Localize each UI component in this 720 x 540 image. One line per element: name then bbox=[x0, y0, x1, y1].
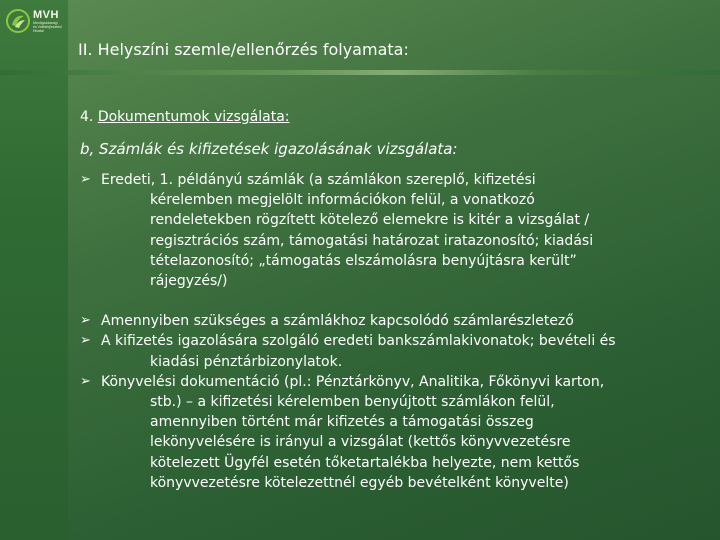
bullet-item bbox=[80, 170, 710, 291]
logo-title: MVH bbox=[33, 8, 59, 21]
header-light-strip bbox=[0, 70, 720, 75]
slide-title: II. Helyszíni szemle/ellenőrzés folyamata: bbox=[78, 40, 409, 59]
bullet-line: kiadási pénztárbizonylatok. bbox=[150, 353, 343, 370]
bullet-line: kötelezett Ügyfél esetén tőketartalékba helyezte, nem kettős bbox=[150, 454, 580, 471]
mvh-logo-mark-icon bbox=[5, 8, 31, 34]
section-heading-4 bbox=[80, 109, 290, 125]
logo-subtitle-line: és Vidékfejlesztési bbox=[33, 24, 62, 29]
bullet-line: könyvvezetésre kötelezettnél egyéb bevételként könyvelte) bbox=[150, 474, 569, 491]
logo-subtitle-line: Mezőgazdasági bbox=[33, 20, 58, 25]
arrowhead-bullet-icon: ➢ bbox=[80, 333, 91, 349]
bullet-line: rendeletekben rögzített kötelező elemekre is kitér a vizsgálat / bbox=[150, 212, 590, 229]
arrowhead-bullet-icon: ➢ bbox=[80, 313, 91, 329]
bullet-line: stb.) – a kifizetési kérelemben benyújtott számlákon felül, bbox=[150, 394, 555, 411]
bullet-item bbox=[80, 311, 710, 331]
bullet-line: rájegyzés/) bbox=[150, 273, 228, 290]
bullet-line: amennyiben történt már kifizetés a támogatási összeg bbox=[150, 414, 534, 431]
section-label: Dokumentumok vizsgálata: bbox=[97, 109, 290, 125]
arrowhead-bullet-icon: ➢ bbox=[80, 373, 91, 389]
bullet-list bbox=[80, 170, 710, 493]
bullet-item bbox=[80, 372, 710, 493]
bullet-line: regisztrációs szám, támogatási határozat iratazonosító; kiadási bbox=[150, 232, 594, 249]
bullet-line: A kifizetés igazolására szolgáló eredeti bankszámlakivonatok; bevételi és bbox=[101, 333, 616, 350]
arrowhead-bullet-icon: ➢ bbox=[80, 172, 91, 187]
bullet-line: tételazonosító; „támogatás elszámolásra benyújtásra került” bbox=[150, 252, 577, 269]
logo-text bbox=[33, 10, 62, 33]
logo-subtitle-line: Hivatal bbox=[33, 28, 44, 33]
bullet-item bbox=[80, 331, 710, 371]
bullet-gap bbox=[80, 291, 710, 311]
bullet-line: lekönyvelésére is irányul a vizsgálat (kettős könyvvezetésre bbox=[150, 434, 571, 451]
mvh-logo bbox=[5, 6, 73, 36]
section-number: 4. bbox=[80, 109, 94, 125]
bullet-line: Eredeti, 1. példányú számlák (a számlákon szereplő, kifizetési bbox=[101, 172, 536, 188]
bullet-line: kérelemben megjelölt információkon felül, a vonatkozó bbox=[150, 192, 535, 209]
bullet-line: Könyvelési dokumentáció (pl.: Pénztárkönyv, Analitika, Főkönyvi karton, bbox=[101, 373, 605, 390]
left-sidebar-background bbox=[0, 0, 68, 540]
bullet-line: Amennyiben szükséges a számlákhoz kapcsolódó számlarészletező bbox=[101, 313, 574, 330]
subsection-heading-b: b, Számlák és kifizetések igazolásának vizsgálata: bbox=[80, 140, 458, 158]
